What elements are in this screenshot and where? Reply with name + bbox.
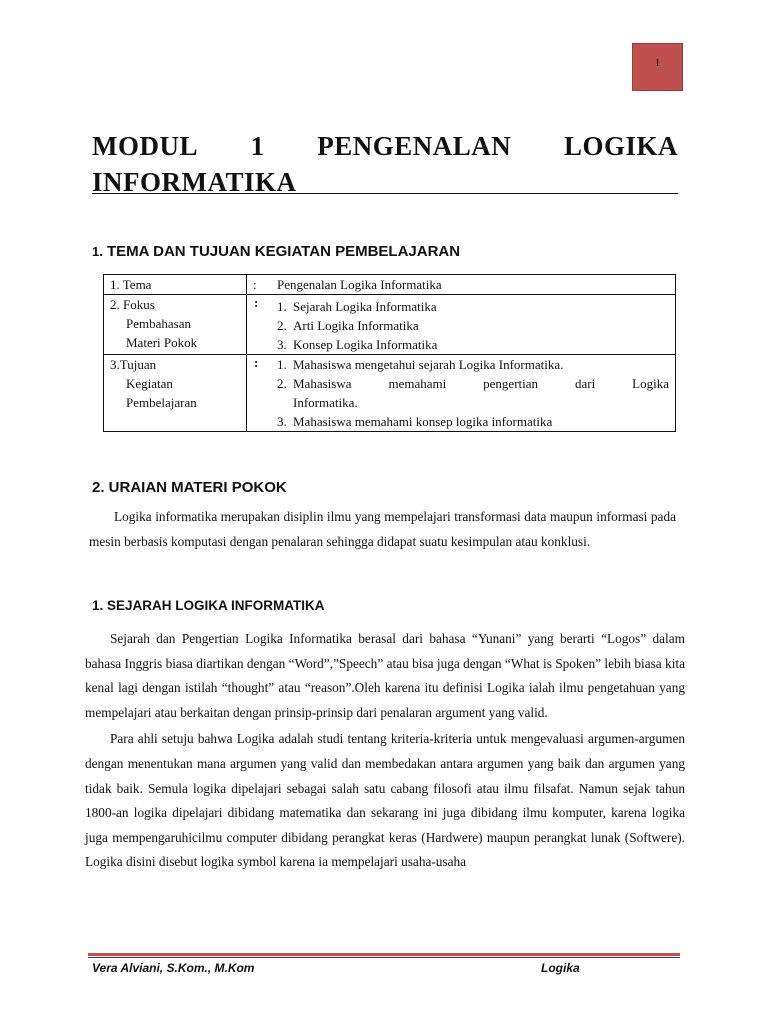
paragraph-text: Para ahli setuju bahwa Logika adalah studi tentang kriteria-kriteria untuk mengevaluasi argumen-argumen dengan menentukan mana argumen yang valid dan membedakan antara argumen yang baik dan argumen yang tidak baik. Semula logika dipelajari sebagai salah satu cabang filosofi atau ilmu filsafat. Namun sejak tahun 1800-an logika dipelajari dibidang matematika dan sekarang ini juga dibidang ilmu komputer, karena logika juga mempengaruhicilmu computer dibidang perangkat keras (Hardwere) maupun perangkat lunak (Softwere). Logika disini disebut logika symbol karena ia mempelajari usaha-usaha	[85, 731, 685, 870]
module-title	[92, 128, 678, 200]
table-cell-value	[247, 295, 676, 355]
page-number: 1	[654, 57, 661, 69]
intro-paragraph	[89, 505, 676, 554]
paragraph-text: Logika informatika merupakan disiplin ilmu yang mempelajari transformasi data maupun informasi pada mesin berbasis komputasi dengan penalaran sehingga didapat suatu kesimpulan atau konklusi.	[89, 509, 676, 549]
row-label: Kegiatan	[126, 376, 173, 391]
row-label: Materi Pokok	[126, 335, 198, 350]
list-item: 3. Mahasiswa memahami konsep logika informatika	[277, 414, 553, 429]
footer-rule	[88, 953, 680, 956]
table-cell-value	[247, 355, 676, 432]
list-item: 2. Arti Logika Informatika	[277, 318, 419, 333]
table-cell-label	[104, 355, 247, 432]
list-item: 3. Konsep Logika Informatika	[277, 337, 438, 352]
row-label: Pembelajaran	[126, 395, 197, 410]
subsection-heading-sejarah: 1. SEJARAH LOGIKA INFORMATIKA	[92, 598, 325, 613]
list-item: 1. Sejarah Logika Informatika	[277, 299, 437, 314]
section-number: 1.	[92, 244, 103, 259]
list-item: 1. Mahasiswa mengetahui sejarah Logika Informatika.	[277, 357, 564, 372]
section-label: TEMA DAN TUJUAN KEGIATAN PEMBELAJARAN	[107, 243, 461, 260]
colon: :	[253, 277, 257, 292]
section-heading-uraian: 2. URAIAN MATERI POKOK	[92, 479, 287, 496]
row-label: Pembahasan	[126, 316, 191, 331]
title-underline	[92, 193, 678, 194]
row-label: 2. Fokus	[110, 297, 155, 312]
table-cell-label	[104, 275, 247, 295]
colon: :	[254, 295, 259, 310]
page-number-box	[632, 43, 683, 91]
table-row	[104, 295, 676, 355]
title-word: PENGENALAN	[317, 131, 512, 161]
title-line2: INFORMATIKA	[92, 167, 297, 197]
row-value: Pengenalan Logika Informatika	[277, 277, 442, 292]
paragraph-text: Sejarah dan Pengertian Logika Informatika berasal dari bahasa “Yunani” yang berarti “Logos” dalam bahasa Inggris biasa diartikan dengan “Word”,”Speech” atau bisa juga dengan “What is Spoken” lebih biasa kita kenal lagi dengan istilah “thought” atau “reason”.Oleh karena itu definisi Logika ialah ilmu pengetahuan yang mempelajari atau berkaitan dengan prinsip-prinsip dari penalaran argument yang valid.	[85, 631, 685, 720]
list-item-continuation: Informatika.	[293, 395, 358, 410]
title-word: MODUL	[92, 131, 198, 161]
learning-objectives-table	[103, 274, 676, 432]
table-row	[104, 355, 676, 432]
sejarah-paragraphs	[85, 627, 685, 875]
row-label: 3.Tujuan	[110, 357, 157, 372]
colon: :	[254, 355, 259, 370]
row-label: 1. Tema	[110, 277, 152, 292]
table-cell-value	[247, 275, 676, 295]
footer-course: Logika	[541, 961, 580, 975]
title-word: LOGIKA	[563, 131, 678, 161]
footer-rule-thin	[88, 957, 680, 958]
list-item: 2. Mahasiswa memahami pengertian dari Logika	[277, 376, 669, 391]
footer-author: Vera Alviani, S.Kom., M.Kom	[92, 961, 255, 975]
section-heading-tema	[92, 243, 460, 260]
title-word: 1	[250, 131, 265, 161]
table-row	[104, 275, 676, 295]
table-cell-label	[104, 295, 247, 355]
